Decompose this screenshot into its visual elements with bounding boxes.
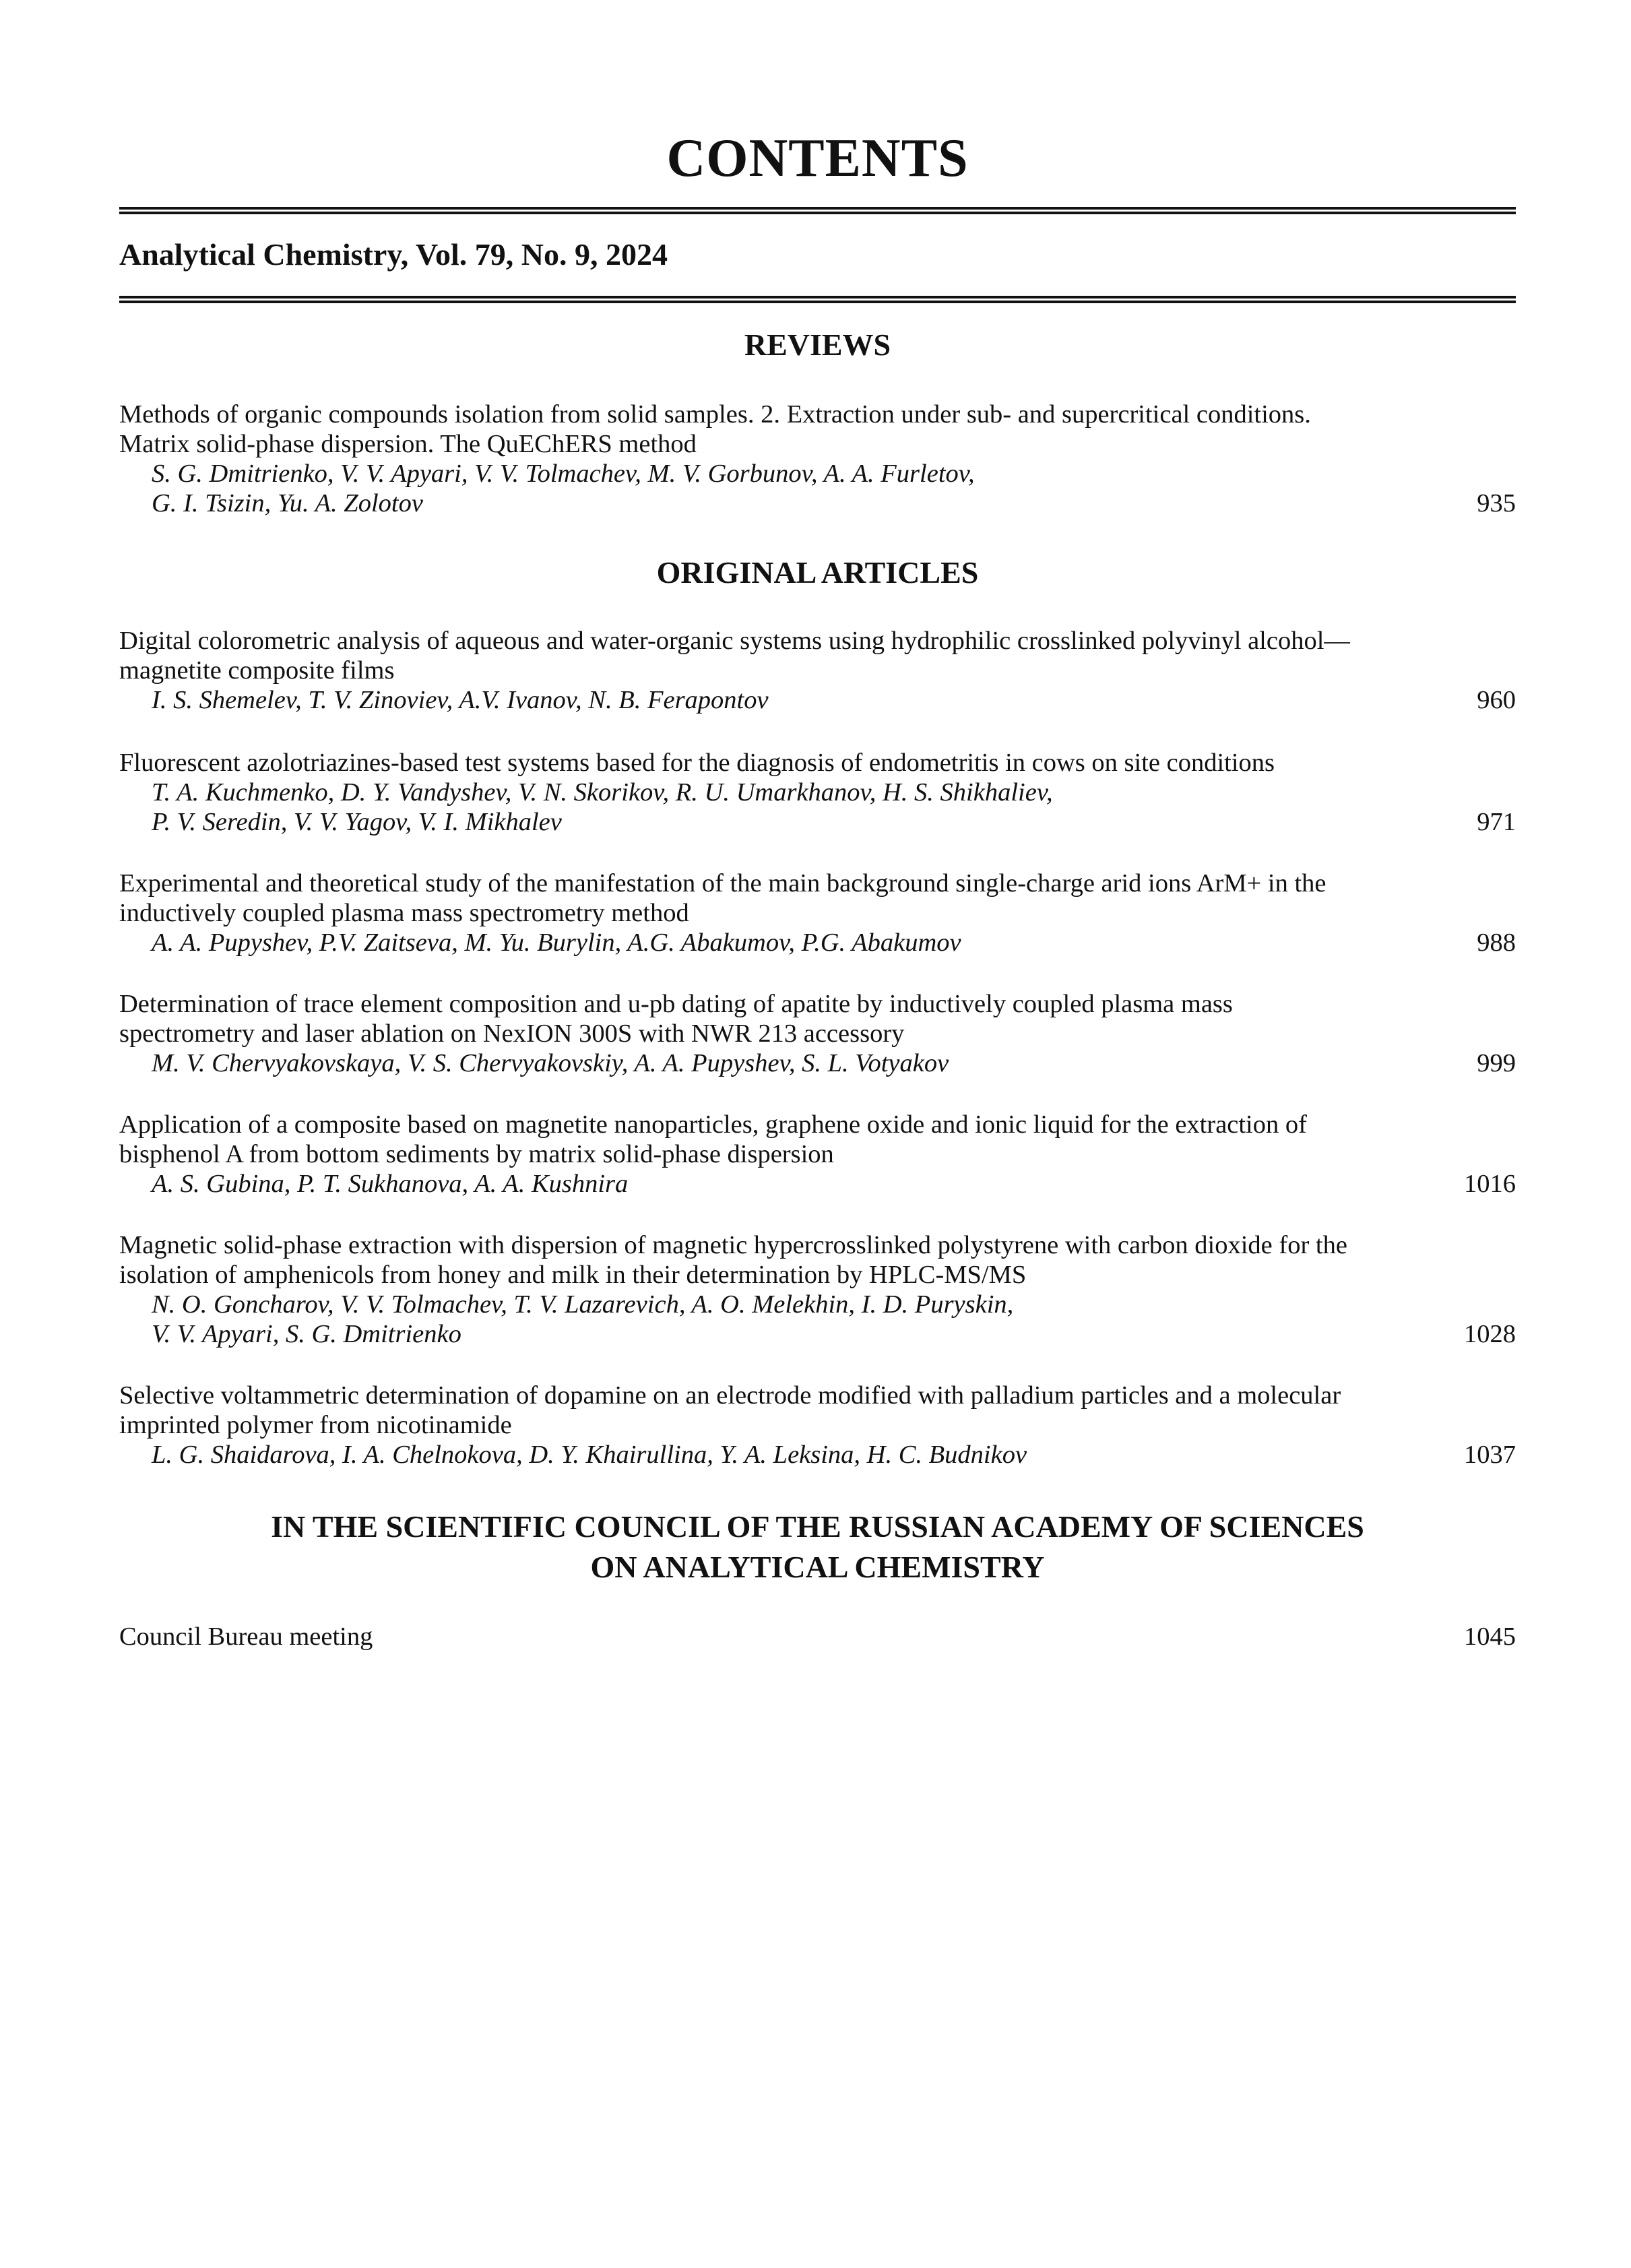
article-authors: M. V. Chervyakovskaya, V. S. Chervyakovskiy, A. A. Pupyshev, S. L. Votyakov: [152, 1049, 949, 1077]
journal-info: Analytical Chemistry, Vol. 79, No. 9, 2024: [119, 237, 668, 272]
page-number: 1016: [1464, 1170, 1516, 1198]
page-number: 960: [1477, 686, 1516, 714]
page-number: 971: [1477, 808, 1516, 836]
article-authors: A. S. Gubina, P. T. Sukhanova, A. A. Kushnira: [152, 1170, 629, 1198]
council-heading-line-1: IN THE SCIENTIFIC COUNCIL OF THE RUSSIAN ACADEMY OF SCIENCES: [271, 1509, 1364, 1544]
page-number: 988: [1477, 928, 1516, 957]
article-title: Methods of organic compounds isolation from solid samples. 2. Extraction under sub- and supercritical conditions. Matrix solid-phase dispersion. The QuEChERS method: [119, 400, 1311, 458]
article-entry-7: [119, 1381, 1516, 1470]
article-title: Magnetic solid-phase extraction with dispersion of magnetic hypercrosslinked polystyrene with carbon dioxide for the isolation of amphenicols from honey and milk in their determination by HPLC-MS/MS: [119, 1231, 1347, 1289]
article-title: Determination of trace element composition and u-pb dating of apatite by inductively coupled plasma mass spectrometry and laser ablation on NexION 300S with NWR 213 accessory: [119, 990, 1233, 1048]
council-heading-line-2: ON ANALYTICAL CHEMISTRY: [590, 1550, 1045, 1584]
review-entry-1: [119, 400, 1516, 518]
council-heading: [119, 1507, 1516, 1587]
article-title: Fluorescent azolotriazines-based test systems based for the diagnosis of endometritis in cows on site conditions: [119, 749, 1275, 777]
page-title: CONTENTS: [666, 129, 969, 188]
article-authors: T. A. Kuchmenko, D. Y. Vandyshev, V. N. Skorikov, R. U. Umarkhanov, H. S. Shikhaliev, P. V. Seredin, V. V. Yagov, V. I. Mikhalev: [152, 778, 1053, 836]
page-number: 1045: [1464, 1623, 1516, 1651]
article-title: Application of a composite based on magnetite nanoparticles, graphene oxide and ionic liquid for the extraction of bisphenol A from bottom sediments by matrix solid-phase dispersion: [119, 1110, 1307, 1168]
page-number: 1028: [1464, 1320, 1516, 1348]
article-entry-6: [119, 1230, 1516, 1349]
article-entry-1: [119, 626, 1516, 715]
article-title: Digital colorometric analysis of aqueous and water-organic systems using hydrophilic crosslinked polyvinyl alcohol— magnetite composite films: [119, 627, 1350, 685]
top-double-rule: [119, 207, 1516, 214]
page-number: 935: [1477, 489, 1516, 517]
article-entry-3: [119, 869, 1516, 957]
article-entry-2: [119, 748, 1516, 837]
article-authors: S. G. Dmitrienko, V. V. Apyari, V. V. Tolmachev, M. V. Gorbunov, A. A. Furletov, G. I. Tsizin, Yu. A. Zolotov: [152, 460, 975, 517]
bottom-double-rule: [119, 296, 1516, 303]
council-entry: [119, 1622, 1516, 1651]
article-authors: L. G. Shaidarova, I. A. Chelnokova, D. Y. Khairullina, Y. A. Leksina, H. C. Budnikov: [152, 1441, 1027, 1469]
article-title: Selective voltammetric determination of dopamine on an electrode modified with palladium particles and a molecular imprinted polymer from nicotinamide: [119, 1381, 1341, 1439]
article-authors: N. O. Goncharov, V. V. Tolmachev, T. V. Lazarevich, A. O. Melekhin, I. D. Puryskin, V. V. Apyari, S. G. Dmitrienko: [152, 1290, 1014, 1348]
original-articles-heading: ORIGINAL ARTICLES: [656, 555, 979, 590]
council-item-title: Council Bureau meeting: [119, 1623, 373, 1651]
article-entry-5: [119, 1110, 1516, 1199]
article-title: Experimental and theoretical study of the manifestation of the main background single-charge arid ions ArM+ in the inductively coupled plasma mass spectrometry method: [119, 869, 1326, 927]
reviews-heading: REVIEWS: [744, 327, 891, 362]
page-number: 999: [1477, 1049, 1516, 1077]
article-authors: I. S. Shemelev, T. V. Zinoviev, A.V. Ivanov, N. B. Ferapontov: [152, 686, 769, 714]
article-entry-4: [119, 989, 1516, 1078]
page-number: 1037: [1464, 1441, 1516, 1469]
article-authors: A. A. Pupyshev, P.V. Zaitseva, M. Yu. Burylin, A.G. Abakumov, P.G. Abakumov: [152, 928, 961, 957]
